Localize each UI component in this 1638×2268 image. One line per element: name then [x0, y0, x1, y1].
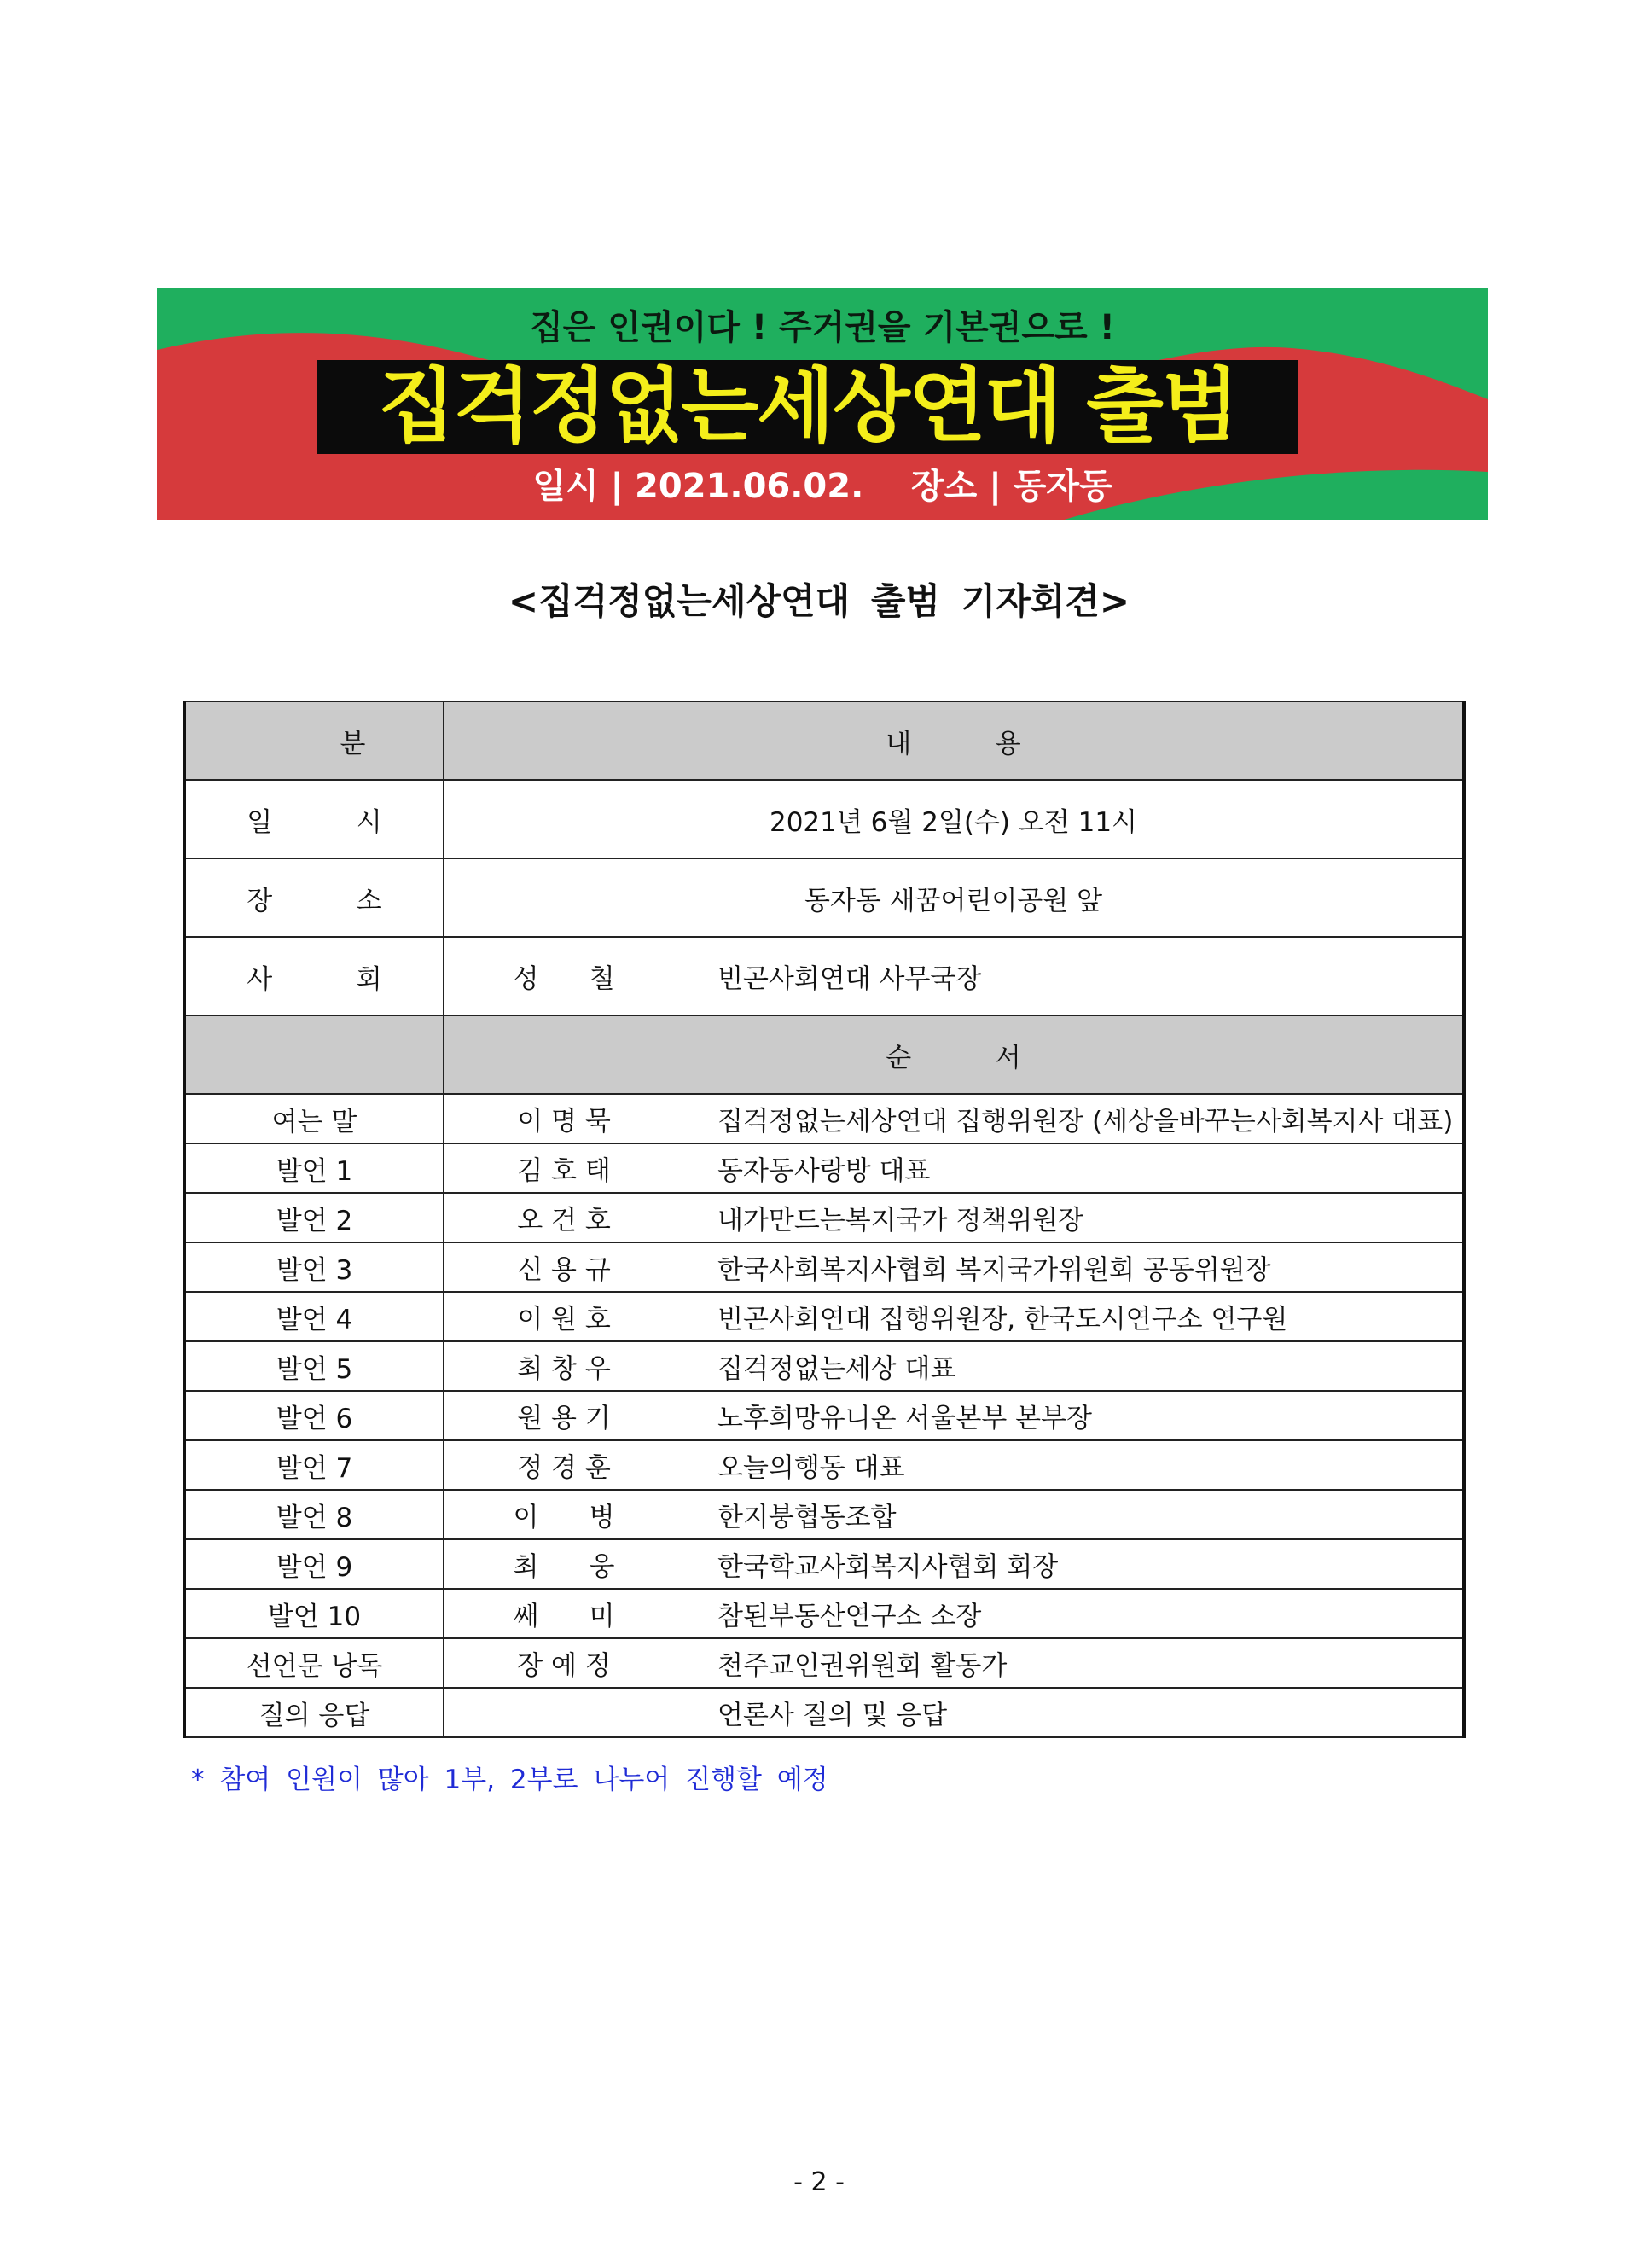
table-row: [184, 1094, 1464, 1143]
row-label: 사 회: [184, 937, 444, 1015]
person-name: 이 병: [513, 1502, 615, 1533]
table-row: [184, 937, 1464, 1015]
order-content: [444, 1638, 1464, 1688]
banner-slogan: 집은 인권이다 ! 주거권을 기본권으로 !: [530, 308, 1115, 347]
person-role: 한지붕협동조합: [717, 1502, 897, 1533]
order-content: [444, 1391, 1464, 1440]
table-row: [184, 1638, 1464, 1688]
table-row: [184, 1242, 1464, 1292]
order-content: [444, 1242, 1464, 1292]
person-name: 최 웅: [513, 1551, 615, 1583]
person-role: 오늘의행동 대표: [717, 1452, 905, 1484]
order-label: 발언 3: [184, 1242, 444, 1292]
row-content: 2021년 6월 2일(수) 오전 11시: [444, 780, 1464, 858]
order-content: [444, 1341, 1464, 1391]
person-role: 집걱정없는세상 대표: [717, 1353, 956, 1385]
order-content: [444, 1440, 1464, 1490]
table-row: [184, 1539, 1464, 1589]
order-header: 순 서: [444, 1015, 1464, 1094]
order-content: [444, 1193, 1464, 1242]
order-label: 발언 10: [184, 1589, 444, 1638]
row-label: 장 소: [184, 858, 444, 937]
order-header-row: [184, 1015, 1464, 1094]
person-name: 이 명 묵: [517, 1106, 611, 1137]
person-role: 언론사 질의 및 응답: [717, 1700, 948, 1731]
person-name: 신 용 규: [517, 1254, 611, 1286]
person-name: 쌔 미: [513, 1601, 615, 1632]
person-name: 오 건 호: [517, 1205, 611, 1236]
order-label: 발언 4: [184, 1292, 444, 1341]
order-label: 발언 5: [184, 1341, 444, 1391]
document-title: <집걱정없는세상연대 출범 기자회견>: [508, 580, 1130, 622]
order-label: 여는 말: [184, 1094, 444, 1143]
person-name: 이 원 호: [517, 1304, 611, 1335]
person-role: 천주교인권위원회 활동가: [717, 1650, 1008, 1682]
table-row: [184, 858, 1464, 937]
event-banner: [157, 288, 1488, 520]
header-division: [184, 701, 444, 780]
table-row: [184, 1391, 1464, 1440]
banner-date-place: 일시 | 2021.06.02. 장소 | 동자동: [532, 467, 1112, 506]
person-role: 집걱정없는세상연대 집행위원장 (세상을바꾸는사회복지사 대표): [717, 1106, 1454, 1137]
order-label: 발언 2: [184, 1193, 444, 1242]
person-role: 빈곤사회연대 집행위원장, 한국도시연구소 연구원: [717, 1304, 1288, 1335]
order-content: [444, 1292, 1464, 1341]
table-row: [184, 780, 1464, 858]
row-content: [444, 937, 1464, 1015]
order-label: 발언 6: [184, 1391, 444, 1440]
person-name: 정 경 훈: [517, 1452, 611, 1484]
order-content: [444, 1539, 1464, 1589]
footnote: * 참여 인원이 많아 1부, 2부로 나누어 진행할 예정: [191, 1765, 828, 1795]
order-content: [444, 1589, 1464, 1638]
table-row: [184, 1490, 1464, 1539]
order-label: 발언 8: [184, 1490, 444, 1539]
order-label: 질의 응답: [184, 1688, 444, 1737]
order-label: 발언 1: [184, 1143, 444, 1193]
banner-title: 집걱정없는세상연대 출범: [378, 360, 1238, 453]
person-name: 최 창 우: [517, 1353, 611, 1385]
table-row: [184, 1292, 1464, 1341]
person-name: 김 호 태: [517, 1155, 611, 1187]
order-content: [444, 1143, 1464, 1193]
row-content: 동자동 새꿈어린이공원 앞: [444, 858, 1464, 937]
table-row: [184, 1440, 1464, 1490]
table-row: [184, 1589, 1464, 1638]
person-role: 한국학교사회복지사협회 회장: [717, 1551, 1059, 1583]
order-label: 발언 9: [184, 1539, 444, 1589]
order-label: 선언문 낭독: [184, 1638, 444, 1688]
person-role: 노후희망유니온 서울본부 본부장: [717, 1403, 1092, 1434]
table-row: [184, 1688, 1464, 1737]
person-name: 성 철: [513, 963, 615, 995]
person-name: 장 예 정: [517, 1650, 611, 1682]
table-row: [184, 1341, 1464, 1391]
order-content: [444, 1094, 1464, 1143]
table-row: [184, 1143, 1464, 1193]
table-header-row: [184, 701, 1464, 780]
person-role: 빈곤사회연대 사무국장: [717, 963, 982, 995]
person-role: 한국사회복지사협회 복지국가위원회 공동위원장: [717, 1254, 1271, 1286]
schedule-table: [183, 701, 1466, 1738]
order-header-blank: [184, 1015, 444, 1094]
person-role: 참된부동산연구소 소장: [717, 1601, 982, 1632]
header-division-label: 분: [340, 728, 366, 759]
person-name: 원 용 기: [517, 1403, 611, 1434]
order-list: [184, 1094, 1464, 1737]
row-label: 일 시: [184, 780, 444, 858]
header-content: 내 용: [444, 701, 1464, 780]
person-role: 내가만드는복지국가 정책위원장: [717, 1205, 1084, 1236]
page-number: - 2 -: [793, 2167, 845, 2197]
table-row: [184, 1193, 1464, 1242]
order-content: [444, 1490, 1464, 1539]
person-role: 동자동사랑방 대표: [717, 1155, 931, 1187]
order-label: 발언 7: [184, 1440, 444, 1490]
order-content: [444, 1688, 1464, 1737]
